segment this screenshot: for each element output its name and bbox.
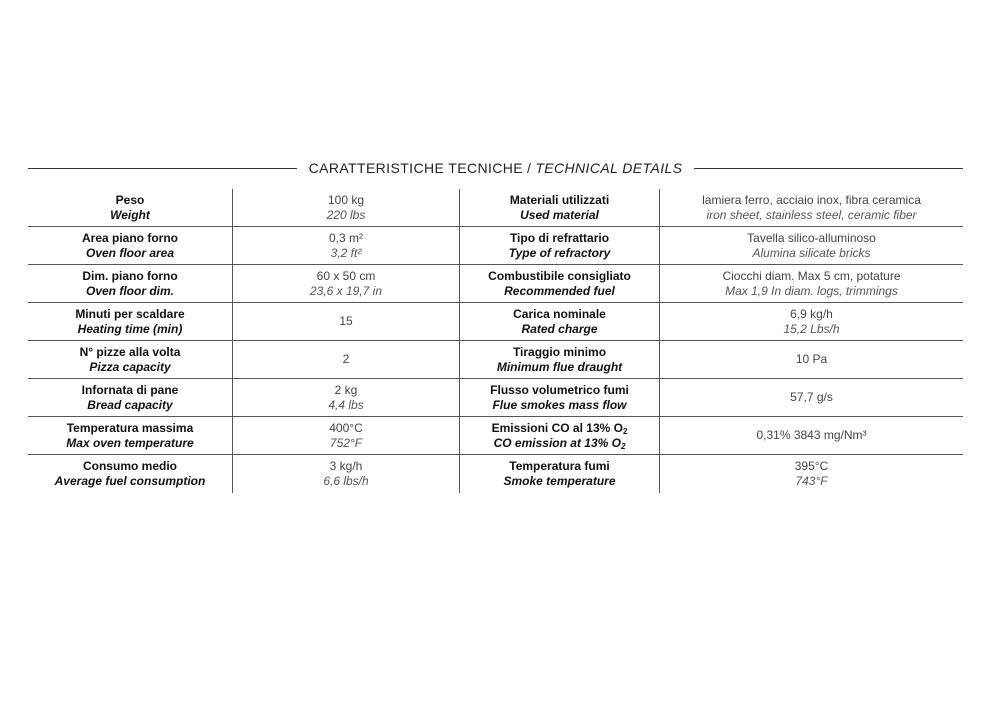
spec-label-it: Peso <box>115 192 145 207</box>
spec-label-it: Tipo di refrattario <box>509 230 610 245</box>
spec-value-cell <box>233 379 460 417</box>
spec-label-cell <box>28 417 233 455</box>
spec-label-it: Dim. piano forno <box>82 268 178 283</box>
spec-label-cell <box>460 189 660 227</box>
spec-label-cell <box>28 341 233 379</box>
spec-value-en: 15,2 Lbs/h <box>783 321 840 336</box>
spec-label-cell <box>460 265 660 303</box>
spec-value-en: iron sheet, stainless steel, ceramic fiber <box>706 207 917 222</box>
spec-label-it: Infornata di pane <box>81 382 179 397</box>
spec-value-it: 2 <box>342 352 350 366</box>
spec-label-cell <box>460 455 660 493</box>
spec-value-cell <box>233 189 460 227</box>
spec-value-it: 3 kg/h <box>329 459 363 473</box>
spec-value-it: 0,31% 3843 mg/Nm³ <box>756 428 867 442</box>
spec-label-en: Average fuel consumption <box>54 474 206 488</box>
spec-label-cell <box>28 227 233 265</box>
spec-label-en: Type of refractory <box>508 245 611 260</box>
spec-value-cell <box>660 379 963 417</box>
spec-value-en: Alumina silicate bricks <box>752 245 871 260</box>
spec-label-it: N° pizze alla volta <box>79 344 181 359</box>
spec-label-it: Minuti per scaldare <box>75 306 185 321</box>
spec-value-en: Max 1,9 In diam. logs, trimmings <box>725 283 898 298</box>
spec-value-it: 0,3 m² <box>328 230 363 245</box>
spec-label-en: CO emission at 13% $O_2$ <box>493 435 626 451</box>
section-title-separator: / <box>527 160 532 176</box>
spec-value-it: 100 kg <box>327 192 365 207</box>
spec-value-en: 3,2 ft² <box>330 245 362 260</box>
spec-label-en: Rated charge <box>521 321 598 336</box>
spec-value-cell <box>660 265 963 303</box>
spec-value-en: 752°F <box>329 435 363 450</box>
spec-label-it: Consumo medio <box>82 459 177 473</box>
spec-value-it: lamiera ferro, acciaio inox, fibra ceramica <box>702 192 921 207</box>
spec-label-cell <box>28 265 233 303</box>
spec-value-cell <box>233 265 460 303</box>
spec-label-en: Bread capacity <box>87 397 173 412</box>
spec-value-cell <box>233 303 460 341</box>
spec-label-en: Minimum flue draught <box>496 359 623 374</box>
spec-label-en: Pizza capacity <box>89 359 171 374</box>
spec-value-en: 220 lbs <box>326 207 366 222</box>
spec-label-it: Carica nominale <box>513 306 606 321</box>
spec-label-en: Weight <box>110 207 150 222</box>
spec-label-cell <box>460 227 660 265</box>
spec-label-cell <box>460 379 660 417</box>
section-title-row <box>28 157 963 179</box>
spec-label-en: Max oven temperature <box>66 435 194 450</box>
spec-value-it: 395°C <box>794 459 829 473</box>
technical-details-table <box>28 189 963 493</box>
spec-value-cell <box>660 189 963 227</box>
spec-value-cell <box>660 341 963 379</box>
spec-value-it: Ciocchi diam. Max 5 cm, potature <box>722 268 901 283</box>
spec-label-cell <box>28 379 233 417</box>
spec-label-en: Used material <box>520 207 599 222</box>
spec-value-en: 6,6 lbs/h <box>323 474 369 488</box>
spec-label-en: Recommended fuel <box>504 283 615 298</box>
spec-value-cell <box>233 417 460 455</box>
subscript: 2 <box>622 426 628 436</box>
spec-value-cell <box>660 303 963 341</box>
spec-label-cell <box>460 417 660 455</box>
section-title <box>297 160 695 176</box>
spec-value-en: 4,4 lbs <box>328 397 364 412</box>
spec-value-it: 15 <box>339 314 353 328</box>
spec-value-it: 2 kg <box>334 382 358 397</box>
spec-label-cell <box>28 455 233 493</box>
spec-label-it: Flusso volumetrico fumi <box>490 382 629 397</box>
spec-value-it: 60 x 50 cm <box>316 268 376 283</box>
spec-label-it: Materiali utilizzati <box>509 192 610 207</box>
spec-value-cell <box>660 455 963 493</box>
spec-label-cell <box>460 303 660 341</box>
spec-value-cell <box>660 227 963 265</box>
section-title-en: TECHNICAL DETAILS <box>535 160 683 176</box>
spec-value-it: Tavella silico-alluminoso <box>747 230 876 245</box>
section-title-it: CARATTERISTICHE TECNICHE <box>308 160 524 176</box>
spec-label-it: Emissioni CO al 13% $O_2$ <box>491 420 628 436</box>
spec-label-it: Temperatura massima <box>66 420 194 435</box>
spec-label-en: Oven floor dim. <box>85 283 174 298</box>
spec-label-cell <box>28 303 233 341</box>
title-rule-right <box>694 168 963 169</box>
spec-label-en: Oven floor area <box>85 245 175 260</box>
spec-label-cell <box>460 341 660 379</box>
spec-label-it: Area piano forno <box>81 230 178 245</box>
spec-value-cell <box>660 417 963 455</box>
spec-label-it: Combustibile consigliato <box>488 268 631 283</box>
title-rule-left <box>28 168 297 169</box>
spec-label-en: Smoke temperature <box>503 474 616 488</box>
spec-label-en: Flue smokes mass flow <box>492 397 627 412</box>
spec-label-cell <box>28 189 233 227</box>
spec-value-it: 57,7 g/s <box>790 390 833 404</box>
spec-value-cell <box>233 227 460 265</box>
spec-value-it: 10 Pa <box>795 352 828 366</box>
spec-value-cell <box>233 341 460 379</box>
spec-value-cell <box>233 455 460 493</box>
spec-value-en: 23,6 x 19,7 in <box>309 283 383 298</box>
spec-label-en: Heating time (min) <box>77 321 183 336</box>
subscript: 2 <box>620 441 626 451</box>
spec-label-it: Temperatura fumi <box>509 459 610 473</box>
spec-value-it: 400°C <box>329 420 363 435</box>
spec-value-it: 6,9 kg/h <box>790 306 833 321</box>
spec-label-it: Tiraggio minimo <box>512 344 607 359</box>
spec-value-en: 743°F <box>795 474 828 488</box>
